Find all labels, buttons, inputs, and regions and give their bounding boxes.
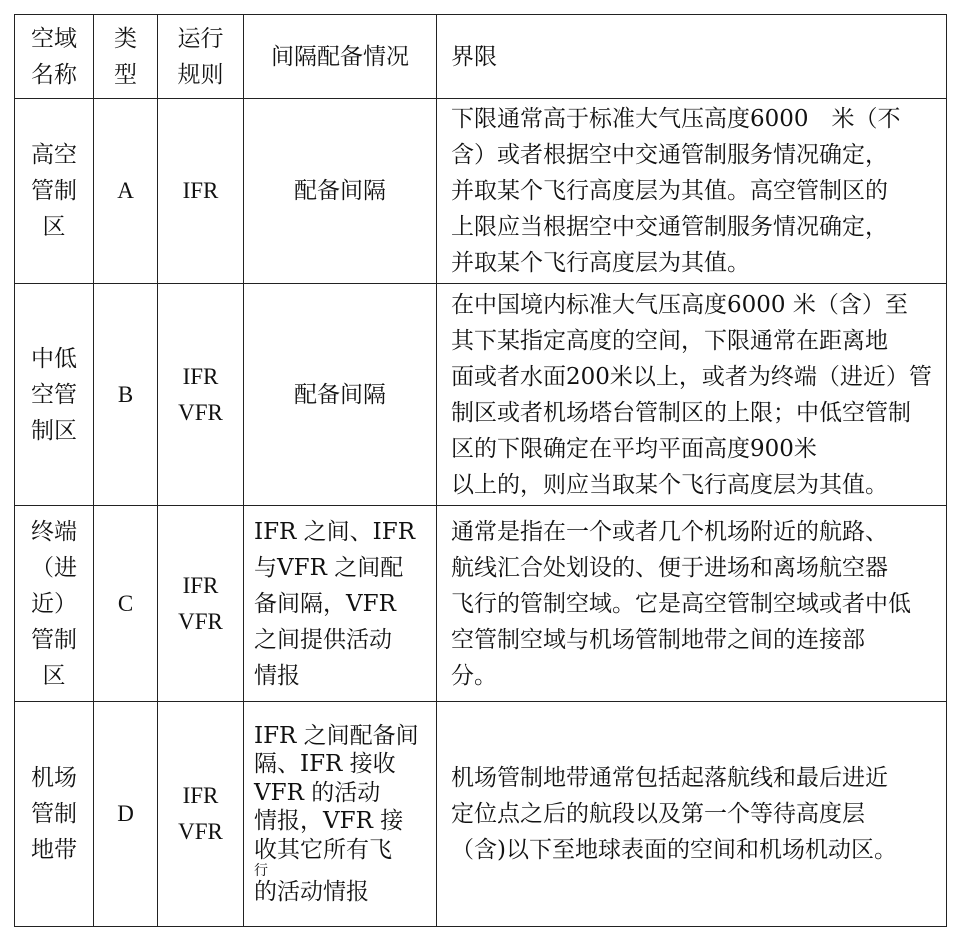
header-type-line: 型 — [114, 61, 137, 88]
airspace-name: 高空 管制 区 — [15, 99, 94, 284]
separation: IFR 之间配备间 隔、IFR 接收 VFR 的活动 情报，VFR 接 收其它所有飞 行 的活动情报 — [244, 702, 437, 927]
table-row — [15, 99, 947, 284]
airspace-type: D — [94, 702, 158, 927]
header-row — [15, 15, 947, 99]
airspace-name: 终端 （进 近） 管制 区 — [15, 506, 94, 702]
airspace-classification-table — [14, 14, 947, 927]
airspace-name: 机场 管制 地带 — [15, 702, 94, 927]
flight-rules: IFR VFR — [158, 702, 244, 927]
airspace-type: C — [94, 506, 158, 702]
header-limit: 界限 — [437, 15, 947, 99]
header-type-line: 类 — [114, 25, 137, 52]
limit-description: 机场管制地带通常包括起落航线和最后进近 定位点之后的航段以及第一个等待高度层 （含)以下至地球表面的空间和机场机动区。 — [437, 702, 947, 927]
limit-description: 下限通常高于标准大气压高度6000 米（不 含）或者根据空中交通管制服务情况确定， 并取某个飞行高度层为其值。高空管制区的 上限应当根据空中交通管制服务情况确定， 并取某个飞行高度层为其值。 — [437, 99, 947, 284]
header-separation: 间隔配备情况 — [244, 15, 437, 99]
table-row — [15, 702, 947, 927]
airspace-type: A — [94, 99, 158, 284]
header-rule-line: 规则 — [177, 61, 224, 88]
table-row — [15, 506, 947, 702]
header-rule-line: 运行 — [177, 25, 224, 52]
limit-description: 通常是指在一个或者几个机场附近的航路、 航线汇合处划设的、便于进场和离场航空器 飞行的管制空域。它是高空管制空域或者中低 空管制空域与机场管制地带之间的连接部 分。 — [437, 506, 947, 702]
flight-rules: IFR VFR — [158, 284, 244, 506]
separation: IFR 之间、IFR 与VFR 之间配 备间隔，VFR 之间提供活动 情报 — [244, 506, 437, 702]
airspace-type: B — [94, 284, 158, 506]
airspace-name: 中低 空管 制区 — [15, 284, 94, 506]
header-type — [94, 15, 158, 99]
separation: 配备间隔 — [244, 99, 437, 284]
header-name-line: 名称 — [31, 61, 77, 88]
table-row — [15, 284, 947, 506]
header-name-line: 空域 — [31, 25, 77, 52]
separation: 配备间隔 — [244, 284, 437, 506]
flight-rules: IFR — [158, 99, 244, 284]
header-airspace-name — [15, 15, 94, 99]
limit-description: 在中国境内标准大气压高度6000 米（含）至 其下某指定高度的空间，下限通常在距离地 面或者水面200米以上，或者为终端（进近）管 制区或者机场塔台管制区的上限；中低空管制 区的下限确定在平均平面高度900米 以上的，则应当取某个飞行高度层为其值。 — [437, 284, 947, 506]
flight-rules: IFR VFR — [158, 506, 244, 702]
header-flight-rules — [158, 15, 244, 99]
